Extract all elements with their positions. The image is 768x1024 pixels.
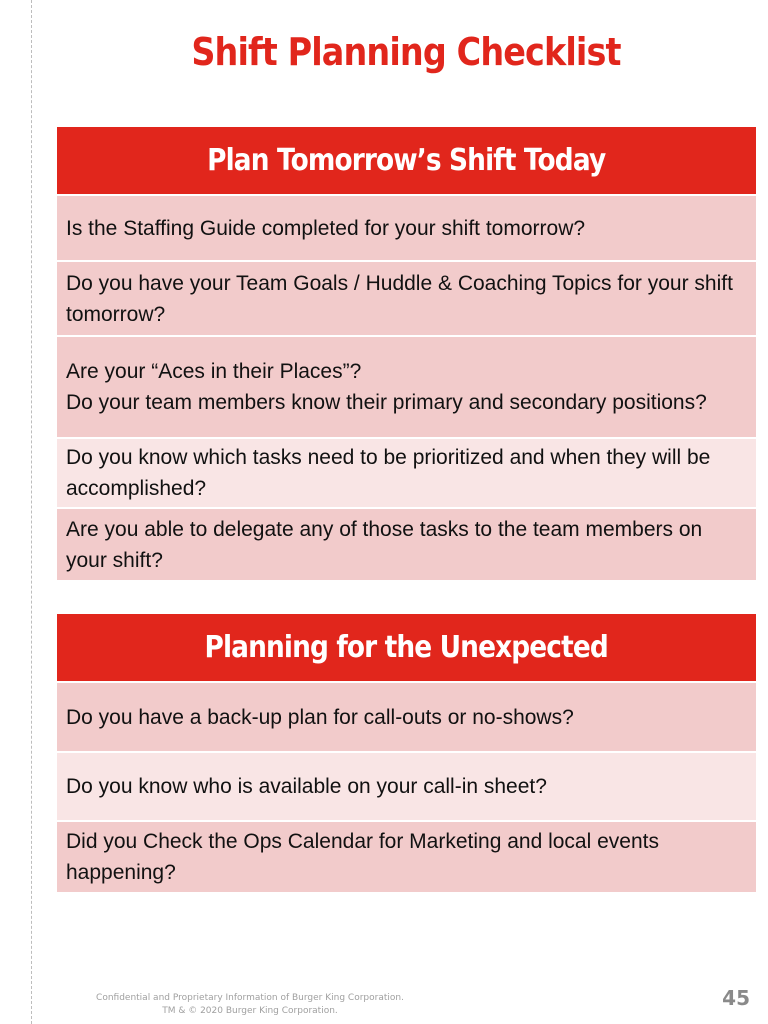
checklist-item — [57, 196, 756, 262]
checklist-item-text: Do you know who is available on your call-in sheet? — [66, 775, 547, 798]
page-title: Shift Planning Checklist — [191, 30, 621, 74]
checklist-item-text: Did you Check the Ops Calendar for Marketing and local events happening? — [66, 830, 659, 884]
footer-line: TM & © 2020 Burger King Corporation. — [162, 1006, 338, 1016]
section-heading — [57, 614, 756, 683]
page-number: 45 — [722, 986, 750, 1010]
checklist-item — [57, 509, 756, 582]
checklist-item — [57, 337, 756, 439]
checklist-item-text: Do you know which tasks need to be prioritized and when they will be accomplished? — [66, 446, 711, 500]
footer-line: Confidential and Proprietary Information of Burger King Corporation. — [96, 993, 404, 1003]
section-heading-text: Plan Tomorrow’s Shift Today — [207, 143, 606, 178]
section-heading-text: Planning for the Unexpected — [204, 630, 609, 665]
checklist-item — [57, 262, 756, 337]
checklist-item — [57, 753, 756, 822]
checklist-item-text: Do you have a back-up plan for call-outs or no-shows? — [66, 705, 574, 729]
section-heading — [57, 127, 756, 196]
checklist-item — [57, 439, 756, 509]
checklist-item — [57, 822, 756, 894]
checklist-item-text: Are you able to delegate any of those tasks to the team members on your shift? — [66, 517, 703, 572]
checklist-item-text: Is the Staffing Guide completed for your shift tomorrow? — [66, 216, 586, 240]
checklist-item-text: Are your “Aces in their Places”? Do your team members know their primary and secondary positions? — [66, 360, 707, 414]
section-planning-unexpected — [57, 614, 756, 894]
section-plan-tomorrow — [57, 127, 756, 582]
checklist-item-text: Do you have your Team Goals / Huddle & Coaching Topics for your shift tomorrow? — [66, 271, 733, 326]
checklist-item — [57, 683, 756, 753]
footer-legal — [60, 992, 440, 1018]
page-margin-line — [31, 0, 32, 1024]
